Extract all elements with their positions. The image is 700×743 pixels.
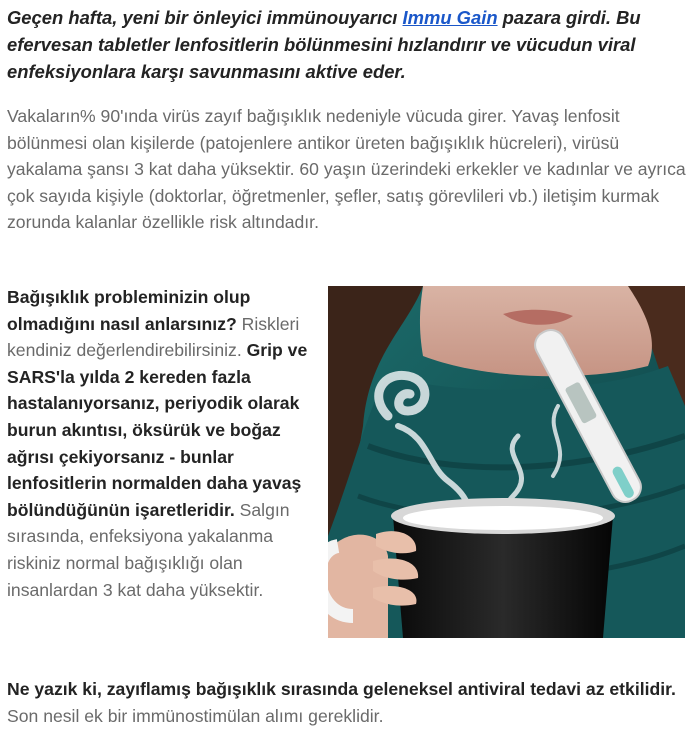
sick-woman-photo xyxy=(328,286,685,638)
intro-text-before: Geçen hafta, yeni bir önleyici immünouyarıcı xyxy=(7,7,403,28)
epidemic-risk-text: Salgın sırasında, enfeksiyona yakalanma riskiniz normal bağışıklığı olan insanlardan 3 kat daha yüksektir. xyxy=(7,499,290,600)
section-question: Bağışıklık probleminizin olup olmadığını nasıl anlarsınız? xyxy=(7,287,251,334)
assess-text: Riskleri kendiniz değerlendirebilirsiniz. xyxy=(7,313,300,361)
intro-paragraph xyxy=(7,4,693,85)
conclusion-paragraph xyxy=(7,676,697,730)
product-link[interactable]: Immu Gain xyxy=(402,7,498,28)
risk-paragraph: Vakaların% 90'ında virüs zayıf bağışıklık nedeniyle vücuda girer. Yavaş lenfosit bölünmesi olan kişilerde (patojenlere antikor üreten bağışıklık hücreleri), virüsü yakalama şansı 3 kat daha yüksektir. 60 yaşın üzerindeki erkekler ve kadınlar ve ayrıca çok sayıda kişiyle (doktorlar, öğretmenler, şefler, satış görevlileri vb.) iletişim kurmak zorunda kalanlar özellikle risk altındadır. xyxy=(7,106,686,232)
symptoms-text: Grip ve SARS'la yılda 2 kereden fazla hastalanıyorsanız, periyodik olarak burun akıntısı, öksürük ve boğaz ağrısı çekiyorsanız - bunlar lenfositlerin normalden daha yavaş bölündüğünün işaretleridir. xyxy=(7,340,308,520)
conclusion-bold: Ne yazık ki, zayıflamış bağışıklık sırasında geleneksel antiviral tedavi az etkilidir. xyxy=(7,679,676,699)
conclusion-text: Son nesil ek bir immünostimülan alımı gereklidir. xyxy=(7,706,384,726)
symptoms-paragraph xyxy=(7,284,319,603)
intro-text-after: pazara girdi. Bu efervesan tabletler lenfositlerin bölünmesini hızlandırır ve vücudun viral enfeksiyonlara karşı savunmasını aktive eder. xyxy=(7,7,641,82)
